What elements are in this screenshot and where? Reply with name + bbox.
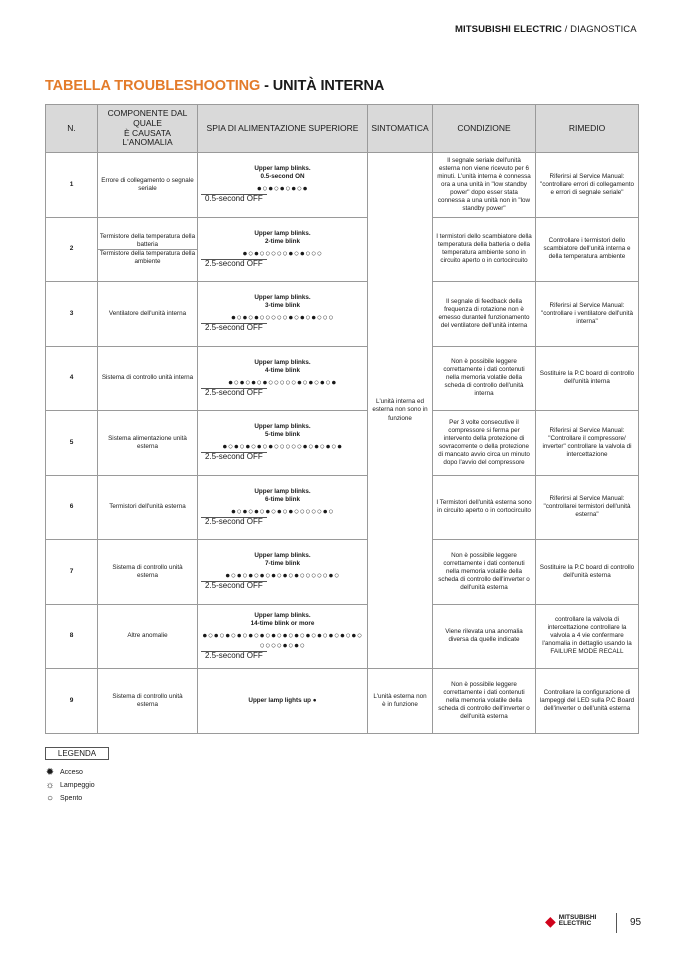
condition-cell: Non è possibile leggere correttamente i dati contenuti nella memoria volatile della scheda di controllo dell'unità interna (433, 346, 536, 411)
component-cell: Ventilatore dell'unità interna (98, 282, 198, 347)
blink-sequence: ●○●○●○●○○○○○●○●○●○● (228, 376, 337, 387)
lamp-title: Upper lamp blinks. 6-time blink (254, 487, 311, 503)
lamp-title: Upper lamp blinks. 2-time blink (254, 229, 311, 245)
lamp-cell (198, 153, 368, 218)
off-duration (201, 517, 364, 527)
legend (45, 747, 109, 805)
off-duration (201, 259, 364, 269)
table-row (46, 153, 639, 218)
page-title (45, 78, 384, 94)
lamp-cell (198, 411, 368, 476)
remedy-cell: Controllare la configurazione di lampeggi del LED sulla P.C Board dell'inverter o dell'unità esterna (536, 669, 639, 734)
table-row (46, 475, 639, 540)
legend-title: LEGENDA (45, 747, 109, 760)
off-duration-text: 2.5-second OFF (201, 651, 267, 661)
condition-cell: Il segnale seriale dell'unità esterna non viene ricevuto per 6 minuti. L'unità interna è connessa ora a una unità in "low standby power" dopo esser stata connessa a una unità non in "low standby power" (433, 153, 536, 218)
blink-sequence: ●○●○●○●○● (256, 183, 309, 194)
off-duration (201, 194, 364, 204)
condition-cell: I Termistori dell'unità esterna sono in circuito aperto o in cortocircuito (433, 475, 536, 540)
lamp-title: Upper lamp blinks. 5-time blink (254, 423, 311, 439)
off-duration-text: 2.5-second OFF (201, 517, 267, 527)
lamp-on-icon: ✹ (45, 767, 55, 778)
blink-sequence: ●○●○●○●○●○●○●○●○●○●○●○●○●○●○○○○○●○●○ (202, 629, 363, 650)
row-number: 5 (46, 411, 98, 476)
lamp-cell (198, 604, 368, 669)
remedy-cell: Sostituire la P.C board di controllo dell'unità esterna (536, 540, 639, 605)
off-duration-text: 0.5-second OFF (201, 194, 267, 204)
row-number: 7 (46, 540, 98, 605)
remedy-cell: Controllare i termistori dello scambiatore dell'unità interna e della temperatura ambiente (536, 217, 639, 282)
row-number: 3 (46, 282, 98, 347)
header-brand: MITSUBISHI ELECTRIC (455, 24, 562, 35)
off-duration (201, 388, 364, 398)
col-header-remedy: RIMEDIO (536, 105, 639, 153)
row-number: 9 (46, 669, 98, 734)
legend-label: Spento (60, 795, 83, 802)
logo-text: MITSUBISHI ELECTRIC (558, 913, 597, 927)
row-number: 4 (46, 346, 98, 411)
lamp-off-icon: ○ (46, 793, 54, 804)
remedy-cell: Riferirsi al Service Manual: "controllarei termistori dell'unità esterna" (536, 475, 639, 540)
remedy-cell: controllare la valvola di intercettazione controllare la valvola a 4 vie confermare l'anomalia in dettaglio usando la FAILURE MODE RECALL (536, 604, 639, 669)
lamp-title: Upper lamp blinks. 4-time blink (254, 358, 311, 374)
table-row (46, 669, 639, 734)
lamp-title: Upper lamp blinks. 3-time blink (254, 294, 311, 310)
condition-cell: Per 3 volte consecutive il compressore si ferma per intervento della protezione di sovracorrente o della protezione di mancato avvio circa un minuto dopo l'avvio del compressore (433, 411, 536, 476)
off-duration (201, 452, 364, 462)
col-header-condition: CONDIZIONE (433, 105, 536, 153)
page-number: 95 (630, 917, 642, 928)
col-header-component: COMPONENTE DAL QUALE È CAUSATA L'ANOMALIA (98, 105, 198, 153)
off-duration-text: 2.5-second OFF (201, 323, 267, 333)
col-header-symptom: SINTOMATICA (368, 105, 433, 153)
table-row (46, 282, 639, 347)
footer-divider (616, 913, 617, 933)
component-text: Termistore della temperatura della batteria (98, 233, 197, 250)
legend-label: Acceso (60, 769, 83, 776)
component-cell: Altre anomalie (98, 604, 198, 669)
condition-cell: Non è possibile leggere correttamente i dati contenuti nella memoria volatile della scheda di controllo dell'inverter o dell'unità esterna (433, 669, 536, 734)
table-row (46, 411, 639, 476)
component-cell: Termistori dell'unità esterna (98, 475, 198, 540)
component-cell: Errore di collegamento o segnale seriale (98, 153, 198, 218)
blink-sequence: ●○●○●○●○●○○○○○●○●○●○● (222, 441, 343, 452)
component-cell: Sistema di controllo unità interna (98, 346, 198, 411)
row-number: 6 (46, 475, 98, 540)
symptom-cell: L'unità interna ed esterna non sono in funzione (368, 153, 433, 669)
lamp-title: Upper lamp lights up ● (248, 696, 317, 704)
lamp-title: Upper lamp blinks. 14-time blink or more (250, 611, 315, 627)
lamp-cell (198, 217, 368, 282)
remedy-cell: Riferirsi al Service Manual: "Controllare il compressore/ inverter" controllare la valvola di intercettazione (536, 411, 639, 476)
lamp-title: Upper lamp blinks. 0.5-second ON (254, 165, 311, 181)
remedy-cell: Riferirsi al Service Manual: "controllare i ventilatore dell'unità interna" (536, 282, 639, 347)
blink-sequence: ●○●○●○●○●○●○○○○○●○ (230, 505, 335, 516)
component-text-2: Termistore della temperatura della ambiente (99, 249, 196, 265)
symptom-cell: L'unità esterna non è in funzione (368, 669, 433, 734)
page-header (455, 24, 637, 35)
lamp-cell (198, 282, 368, 347)
blink-sequence: ●○●○●○○○○○●○●○●○○○ (230, 312, 335, 323)
component-cell: Sistema di controllo unità esterna (98, 669, 198, 734)
off-duration-text: 2.5-second OFF (201, 581, 267, 591)
legend-item (45, 792, 109, 805)
off-duration (201, 581, 364, 591)
remedy-cell: Sostituire la P.C board di controllo dell'unità interna (536, 346, 639, 411)
row-number: 1 (46, 153, 98, 218)
off-duration (201, 651, 364, 661)
table-row (46, 217, 639, 282)
title-sub: - UNITÀ INTERNA (260, 78, 385, 94)
lamp-cell (198, 669, 368, 734)
brand-logo (545, 914, 596, 928)
table-header-row (46, 105, 639, 153)
component-cell: Sistema alimentazione unità esterna (98, 411, 198, 476)
table-row (46, 346, 639, 411)
off-duration-text: 2.5-second OFF (201, 388, 267, 398)
table-row (46, 540, 639, 605)
header-section: / DIAGNOSTICA (561, 24, 637, 35)
col-header-lamp: SPIA DI ALIMENTAZIONE SUPERIORE (198, 105, 368, 153)
blink-sequence: ●○●○○○○○●○●○○○ (242, 247, 323, 258)
off-duration-text: 2.5-second OFF (201, 259, 267, 269)
condition-cell: Il segnale di feedback della frequenza di rotazione non è emesso duranteil funzionamento del ventilatore dell'unità interna (433, 282, 536, 347)
condition-cell: I termistori dello scambiatore della temperatura della batteria o della temperatura ambiente sono in circuito aperto o in cortocircuito (433, 217, 536, 282)
component-cell (98, 217, 198, 282)
diamond-logo-icon: ◆ (545, 913, 556, 929)
title-main: TABELLA TROUBLESHOOTING (45, 78, 261, 94)
lamp-cell (198, 346, 368, 411)
col-header-n: N. (46, 105, 98, 153)
lamp-title: Upper lamp blinks. 7-time blink (254, 552, 311, 568)
row-number: 8 (46, 604, 98, 669)
lamp-cell (198, 475, 368, 540)
legend-item (45, 766, 109, 779)
off-duration-text: 2.5-second OFF (201, 452, 267, 462)
blink-sequence: ●○●○●○●○●○●○●○○○○○●○ (225, 570, 340, 581)
legend-item (45, 779, 109, 792)
condition-cell: Viene rilevata una anomalia diversa da quelle indicate (433, 604, 536, 669)
lamp-blink-icon: ☼ (45, 780, 55, 791)
lamp-cell (198, 540, 368, 605)
row-number: 2 (46, 217, 98, 282)
troubleshooting-table (45, 104, 639, 734)
remedy-cell: Riferirsi al Service Manual: "controllare errori di collegamento e errori di segnale seriale" (536, 153, 639, 218)
component-cell: Sistema di controllo unità esterna (98, 540, 198, 605)
table-row (46, 604, 639, 669)
condition-cell: Non è possibile leggere correttamente i dati contenuti nella memoria volatile della scheda di controllo dell'inverter o dell'unità esterna (433, 540, 536, 605)
legend-label: Lampeggio (60, 782, 95, 789)
off-duration (201, 323, 364, 333)
